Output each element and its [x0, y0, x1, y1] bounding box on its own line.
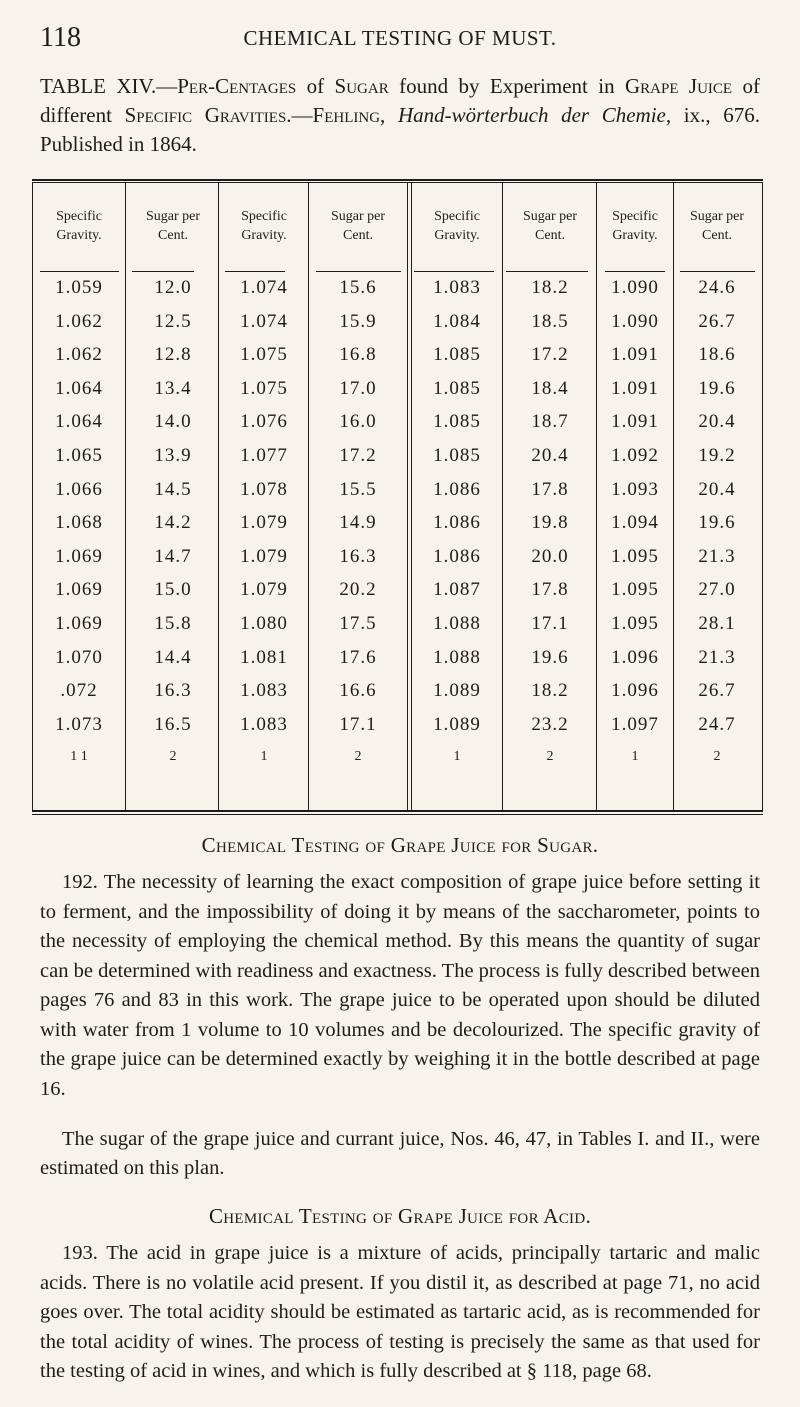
table-cell: 12.8	[154, 344, 192, 366]
column-footer: 1	[453, 749, 461, 765]
table-cell: 1.065	[55, 445, 103, 466]
table-cell: 16.8	[339, 344, 377, 366]
caption-lead: TABLE XIV.—	[40, 74, 178, 98]
column-divider	[502, 183, 503, 810]
table-cell: .072	[60, 680, 98, 702]
table-cell: 14.0	[154, 411, 192, 433]
column-divider	[308, 183, 309, 810]
table-cell: 1.088	[433, 646, 481, 668]
table-cell: 1.075	[240, 344, 288, 366]
table-cell: 1.083	[240, 713, 288, 735]
table-cell: 24.6	[698, 277, 736, 298]
table-cell: 17.6	[339, 646, 377, 668]
table-cell: 17.8	[531, 579, 569, 601]
header-underline	[506, 271, 588, 272]
section-heading-sugar: Chemical Testing of Grape Juice for Sugar.	[201, 833, 599, 857]
table-cell: 21.3	[698, 545, 736, 567]
table-cell: 16.5	[154, 713, 192, 735]
table-cell: 1.070	[55, 646, 103, 668]
table-cell: 1.080	[240, 613, 288, 634]
table-cell: 1.088	[433, 613, 481, 634]
table-cell: 15.5	[339, 478, 377, 500]
table-cell: 1.095	[611, 613, 659, 634]
table-cell: 1.079	[240, 512, 288, 534]
table-bottom-rule	[32, 810, 763, 812]
header-underline	[414, 271, 494, 272]
table-cell: 17.1	[339, 713, 377, 735]
table-cell: 1.093	[611, 478, 659, 500]
table-left-border	[32, 183, 33, 810]
table-cell: 1.086	[433, 512, 481, 534]
paragraph-192: 192. The necessity of learning the exact composition of grape juice before setting it to ferment, and the impossibility of doing it by means of the saccharometer, points to the necessity of employing the chemical method. By this means the quantity of sugar can be determined with readiness and exactness. The process is fully described between pages 76 and 83 in this work. The grape juice to be operated upon should be diluted with water from 1 volume to 10 volumes and be decolourized. The specific gravity of the grape juice can be determined exactly by weighing it in the bottle described at page 16.	[40, 871, 760, 1100]
table-cell: 1.064	[55, 377, 103, 399]
column-footer: 2	[354, 749, 362, 765]
table-top-rule	[32, 179, 763, 181]
table-cell: 1.064	[55, 411, 103, 433]
column-header: Sugar per Cent.	[522, 209, 578, 243]
column-footer: 2	[546, 749, 554, 765]
header-underline	[132, 271, 194, 272]
table-cell: 1.085	[433, 344, 481, 366]
column-divider	[411, 183, 412, 810]
running-head	[40, 22, 760, 58]
column-divider	[407, 183, 408, 810]
table-cell: 17.0	[339, 377, 377, 399]
column-header: Sugar per Cent.	[330, 209, 386, 243]
table-cell: 1.084	[433, 310, 481, 332]
sugar-table	[40, 179, 768, 817]
table-cell: 15.6	[339, 277, 377, 298]
section-heading-acid: Chemical Testing of Grape Juice for Acid.	[208, 1204, 592, 1228]
table-cell: 1.083	[240, 680, 288, 702]
table-cell: 18.7	[531, 411, 569, 433]
table-cell: 23.2	[531, 713, 569, 735]
table-cell: 1.066	[55, 478, 103, 500]
header-underline	[40, 271, 119, 272]
table-cell: 13.9	[154, 445, 192, 466]
caption-author: Fehling,	[312, 103, 386, 127]
table-cell: 15.0	[154, 579, 192, 601]
table-cell: 1.091	[611, 377, 659, 399]
table-cell: 19.8	[531, 512, 569, 534]
table-cell: 20.4	[698, 478, 736, 500]
table-cell: 18.2	[531, 277, 569, 298]
table-cell: 1.089	[433, 713, 481, 735]
table-cell: 14.5	[154, 478, 192, 500]
table-bottom-rule-inner	[32, 814, 763, 815]
column-header: Specific Gravity.	[241, 209, 287, 243]
table-cell: 18.4	[531, 377, 569, 399]
table-cell: 1.096	[611, 680, 659, 702]
column-divider	[673, 183, 674, 810]
table-cell: 15.8	[154, 613, 192, 634]
caption-sugar: Sugar	[334, 74, 389, 98]
column-divider	[218, 183, 219, 810]
table-cell: 17.5	[339, 613, 377, 634]
paragraph-tables-note: The sugar of the grape juice and currant juice, Nos. 46, 47, in Tables I. and II., were estimated on this plan.	[40, 1127, 760, 1179]
table-cell: 1.090	[611, 310, 659, 332]
table-cell: 14.9	[339, 512, 377, 534]
table-cell: 16.3	[339, 545, 377, 567]
column-footer: 1 1	[70, 749, 88, 765]
table-cell: 1.086	[433, 478, 481, 500]
page-number: 118	[40, 22, 81, 53]
table-cell: 17.2	[339, 445, 377, 466]
column-header: Specific Gravity.	[56, 209, 102, 243]
column-divider	[596, 183, 597, 810]
table-cell: 18.6	[698, 344, 736, 366]
table-cell: 18.2	[531, 680, 569, 702]
table-cell: 14.2	[154, 512, 192, 534]
table-cell: 1.074	[240, 310, 288, 332]
table-cell: 1.091	[611, 344, 659, 366]
table-cell: 19.6	[698, 512, 736, 534]
table-cell: 1.069	[55, 545, 103, 567]
table-cell: 1.089	[433, 680, 481, 702]
table-cell: 26.7	[698, 310, 736, 332]
table-cell: 24.7	[698, 713, 736, 735]
table-cell: 27.0	[698, 579, 736, 601]
table-cell: 1.083	[433, 277, 481, 298]
table-cell: 17.8	[531, 478, 569, 500]
table-cell: 13.4	[154, 377, 192, 399]
header-underline	[605, 271, 665, 272]
header-underline	[680, 271, 755, 272]
table-cell: 1.094	[611, 512, 659, 534]
table-cell: 1.095	[611, 545, 659, 567]
table-cell: 1.073	[55, 713, 103, 735]
table-cell: 1.085	[433, 377, 481, 399]
table-cell: 18.5	[531, 310, 569, 332]
table-cell: 1.077	[240, 445, 288, 466]
table-cell: 20.0	[531, 545, 569, 567]
table-cell: 20.4	[698, 411, 736, 433]
page	[40, 22, 760, 1407]
table-cell: 12.0	[154, 277, 192, 298]
table-cell: 1.062	[55, 310, 103, 332]
table-cell: 1.069	[55, 613, 103, 634]
table-cell: 17.1	[531, 613, 569, 634]
caption-grape-juice: Grape Juice	[625, 74, 733, 98]
header-underline	[225, 271, 285, 272]
table-cell: 1.069	[55, 579, 103, 601]
table-top-rule-inner	[32, 182, 763, 183]
header-underline	[316, 271, 401, 272]
column-divider	[125, 183, 126, 810]
column-header: Specific Gravity.	[612, 209, 658, 243]
table-cell: 19.6	[531, 646, 569, 668]
table-cell: 1.097	[611, 713, 659, 735]
table-cell: 12.5	[154, 310, 192, 332]
table-cell: 14.7	[154, 545, 192, 567]
table-cell: 1.091	[611, 411, 659, 433]
table-cell: 19.6	[698, 377, 736, 399]
table-cell: 19.2	[698, 445, 736, 466]
table-right-border	[762, 183, 763, 810]
table-cell: 28.1	[698, 613, 736, 634]
table-cell: 1.078	[240, 478, 288, 500]
table-cell: 1.090	[611, 277, 659, 298]
table-cell: 1.081	[240, 646, 288, 668]
table-cell: 1.074	[240, 277, 288, 298]
table-cell: 1.075	[240, 377, 288, 399]
table-cell: 20.2	[339, 579, 377, 601]
table-cell: 26.7	[698, 680, 736, 702]
column-header: Sugar per Cent.	[689, 209, 745, 243]
table-cell: 17.2	[531, 344, 569, 366]
table-cell: 1.059	[55, 277, 103, 298]
table-cell: 1.079	[240, 579, 288, 601]
column-footer: 2	[713, 749, 721, 765]
table-cell: 16.3	[154, 680, 192, 702]
column-header: Specific Gravity.	[434, 209, 480, 243]
table-cell: 1.085	[433, 445, 481, 466]
column-header: Sugar per Cent.	[145, 209, 201, 243]
table-cell: 1.092	[611, 445, 659, 466]
table-caption: TABLE XIV.—Per-Centages of Sugar found by Experiment in Grape Juice of different Specific Gravities.—Fehling, Hand-wörterbuch der Chemie, ix., 676. Published in 1864.	[40, 74, 760, 156]
caption-citation: ix., 676. Published in 1864.	[40, 103, 760, 156]
table-cell: 1.095	[611, 579, 659, 601]
table-cell: 16.6	[339, 680, 377, 702]
table-cell: 1.062	[55, 344, 103, 366]
table-cell: 21.3	[698, 646, 736, 668]
table-cell: 1.087	[433, 579, 481, 601]
running-title: CHEMICAL TESTING OF MUST.	[243, 26, 557, 50]
table-cell: 14.4	[154, 646, 192, 668]
table-cell: 16.0	[339, 411, 377, 433]
column-footer: 2	[169, 749, 177, 765]
caption-specific-gravities: Specific Gravities.	[124, 103, 292, 127]
caption-work-title: Hand-wörterbuch der Chemie,	[397, 103, 672, 127]
column-footer: 1	[260, 749, 268, 765]
table-cell: 1.085	[433, 411, 481, 433]
table-cell: 1.096	[611, 646, 659, 668]
column-footer: 1	[631, 749, 639, 765]
paragraph-193: 193. The acid in grape juice is a mixture of acids, principally tartaric and malic acids. There is no volatile acid present. If you distil it, as described at page 71, no acid goes over. The total acidity should be estimated as tartaric acid, as is recommended for the total acidity of wines. The process of testing is precisely the same as that used for the testing of acid in wines, and which is fully described at § 118, page 68.	[40, 1242, 760, 1382]
table-cell: 1.068	[55, 512, 103, 534]
table-cell: 1.086	[433, 545, 481, 567]
caption-percentages: Per-Centages	[177, 74, 297, 98]
table-cell: 1.079	[240, 545, 288, 567]
table-cell: 1.076	[240, 411, 288, 433]
table-cell: 20.4	[531, 445, 569, 466]
table-cell: 15.9	[339, 310, 377, 332]
